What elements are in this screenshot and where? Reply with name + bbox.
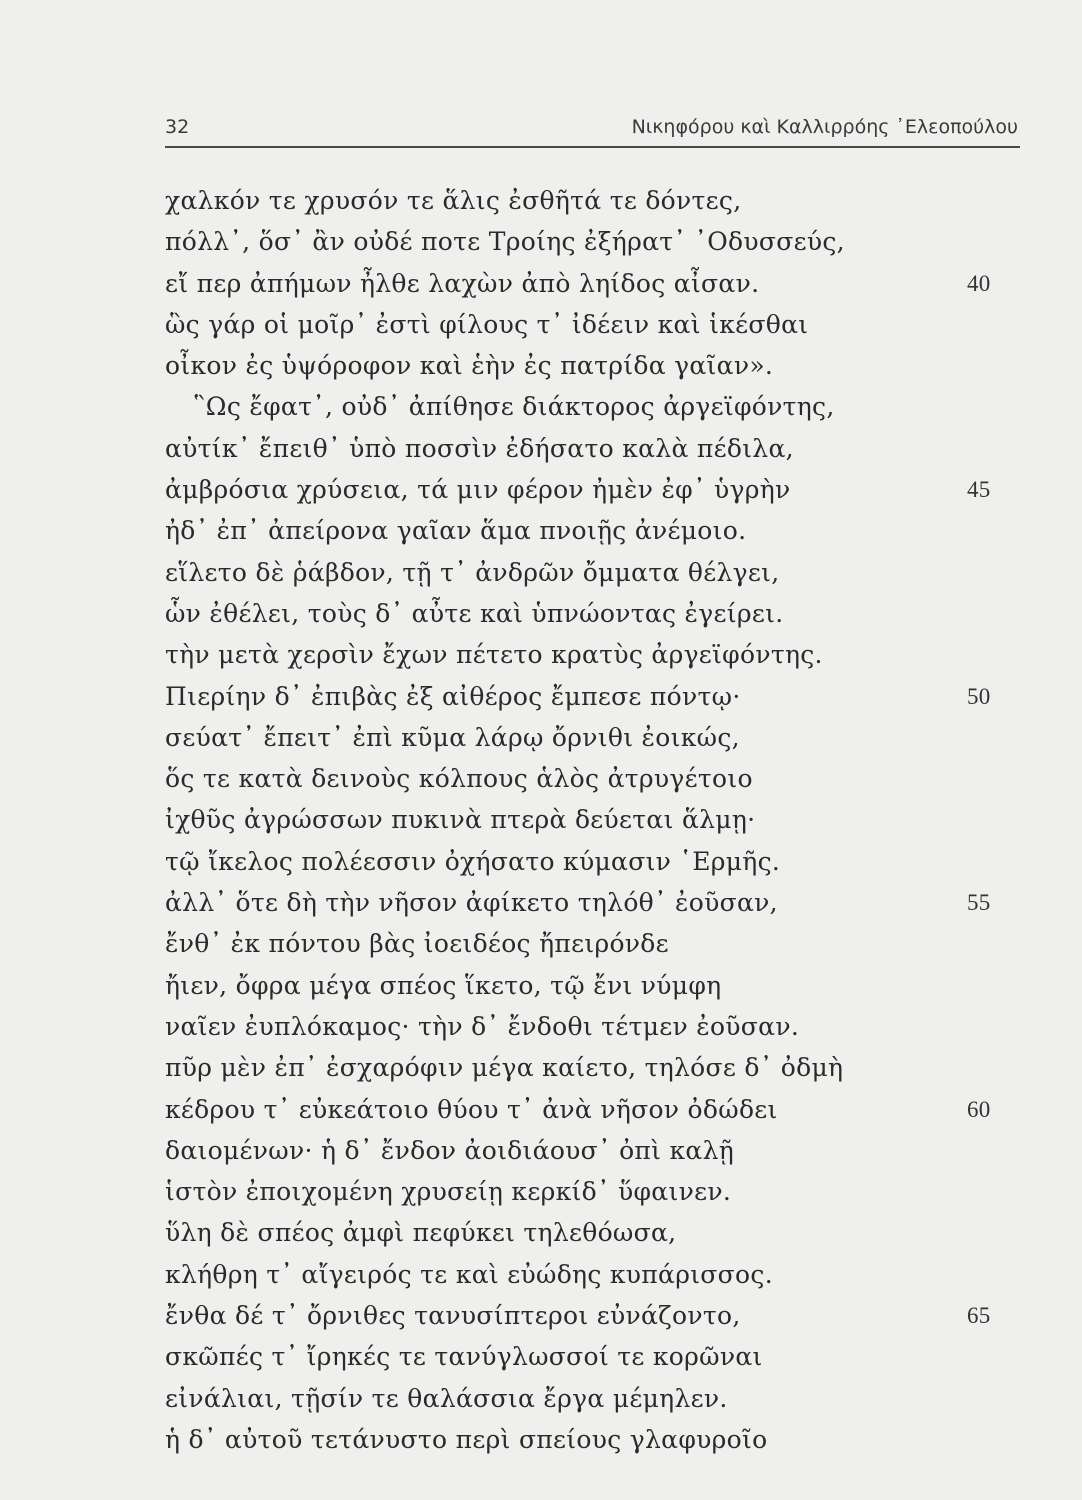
verse-line <box>165 345 965 386</box>
verse-line <box>165 965 965 1006</box>
verse-line <box>165 1419 965 1460</box>
verse-line <box>165 882 991 923</box>
verse-text: ἀμβρόσια χρύσεια, τά μιν φέρον ἠμὲν ἐφ᾿ ὑγρὴν <box>165 475 791 505</box>
verse-line <box>165 758 965 799</box>
verse-text: χαλκόν τε χρυσόν τε ἅλις ἐσθῆτά τε δόντες, <box>165 186 742 215</box>
verse-text: πόλλ᾿, ὅσ᾿ ἂν οὐδέ ποτε Τροίης ἐξήρατ᾿ ᾿Οδυσσεύς, <box>165 227 845 257</box>
verse-line <box>165 180 965 221</box>
verse-line <box>165 676 991 717</box>
verse-line <box>165 1006 965 1047</box>
verse-text: κέδρου τ᾿ εὐκεάτοιο θύου τ᾿ ἀνὰ νῆσον ὀδώδει <box>165 1094 778 1124</box>
verse-line <box>165 634 965 675</box>
verse-line <box>165 263 991 304</box>
verse-text: κλήθρη τ᾿ αἴγειρός τε καὶ εὐώδης κυπάρισσος. <box>165 1259 773 1289</box>
verse-line <box>165 717 965 758</box>
verse-line <box>165 923 965 964</box>
verse-line <box>165 1212 965 1253</box>
line-number: 60 <box>967 1096 991 1122</box>
verse-text: Πιερίην δ᾿ ἐπιβὰς ἐξ αἰθέρος ἔμπεσε πόντῳ· <box>165 681 741 711</box>
verse-text: εἴ περ ἀπήμων ἦλθε λαχὼν ἀπὸ ληίδος αἶσαν. <box>165 268 760 298</box>
verse-text: δαιομένων· ἡ δ᾿ ἔνδον ἀοιδιάουσ᾿ ὀπὶ καλῇ <box>165 1135 735 1165</box>
verse-line <box>165 1295 991 1336</box>
verse-text: ὧν ἐθέλει, τοὺς δ᾿ αὖτε καὶ ὑπνώοντας ἐγείρει. <box>165 598 784 628</box>
line-number: 55 <box>967 890 991 916</box>
running-head: Νικηφόρου καὶ Καλλιρρόης ᾿Ελεοπούλου <box>631 116 1018 138</box>
verse-text: τῷ ἴκελος πολέεσσιν ὀχήσατο κύμασιν ῾Ερμῆς. <box>165 846 781 876</box>
verse-text: οἶκον ἐς ὑψόροφον καὶ ἑὴν ἐς πατρίδα γαῖαν». <box>165 351 774 381</box>
verse-text: ἱστὸν ἐποιχομένη χρυσείῃ κερκίδ᾿ ὕφαινεν. <box>165 1177 732 1207</box>
verse-text: ὕλη δὲ σπέος ἀμφὶ πεφύκει τηλεθόωσα, <box>165 1218 677 1248</box>
verse-text: ἀλλ᾿ ὅτε δὴ τὴν νῆσον ἀφίκετο τηλόθ᾿ ἐοῦσαν, <box>165 888 778 918</box>
verse-line <box>165 1336 965 1377</box>
verse-text: αὐτίκ᾿ ἔπειθ᾿ ὑπὸ ποσσὶν ἐδήσατο καλὰ πέδιλα, <box>165 433 794 463</box>
verse-line <box>165 428 965 469</box>
verse-line <box>165 386 965 427</box>
line-number: 45 <box>967 477 991 503</box>
verse-text: ἠδ᾿ ἐπ᾿ ἀπείρονα γαῖαν ἅμα πνοιῇς ἀνέμοιο. <box>165 516 747 546</box>
verse-block <box>165 180 991 1460</box>
line-number: 40 <box>967 270 991 296</box>
page-number: 32 <box>165 116 190 138</box>
verse-line <box>165 841 965 882</box>
line-number: 65 <box>967 1303 991 1329</box>
verse-line <box>165 1171 965 1212</box>
verse-text: ἤιεν, ὄφρα μέγα σπέος ἵκετο, τῷ ἔνι νύμφη <box>165 970 722 1000</box>
verse-text: εἵλετο δὲ ῥάβδον, τῇ τ᾿ ἀνδρῶν ὄμματα θέλγει, <box>165 557 780 587</box>
verse-text: εἰνάλιαι, τῇσίν τε θαλάσσια ἔργα μέμηλεν. <box>165 1383 728 1413</box>
verse-line <box>165 469 991 510</box>
verse-line <box>165 304 965 345</box>
header-rule <box>165 146 1020 148</box>
verse-text: τὴν μετὰ χερσὶν ἔχων πέτετο κρατὺς ἀργεϊφόντης. <box>165 640 823 670</box>
verse-line <box>165 510 965 551</box>
verse-line <box>165 1089 991 1130</box>
verse-text: ἔνθα δέ τ᾿ ὄρνιθες τανυσίπτεροι εὐνάζοντο, <box>165 1301 741 1331</box>
verse-text: ναῖεν ἐυπλόκαμος· τὴν δ᾿ ἔνδοθι τέτμεν ἐοῦσαν. <box>165 1011 800 1041</box>
verse-text: ὣς γάρ οἱ μοῖρ᾿ ἐστὶ φίλους τ᾿ ἰδέειν καὶ ἱκέσθαι <box>165 309 809 339</box>
verse-line <box>165 799 965 840</box>
verse-line <box>165 593 965 634</box>
verse-text: σεύατ᾿ ἔπειτ᾿ ἐπὶ κῦμα λάρῳ ὄρνιθι ἐοικώς, <box>165 722 740 752</box>
verse-line <box>165 221 965 262</box>
line-number: 50 <box>967 683 991 709</box>
verse-line <box>165 1378 965 1419</box>
verse-line <box>165 552 965 593</box>
verse-line <box>165 1130 965 1171</box>
verse-line <box>165 1254 965 1295</box>
verse-line <box>165 1047 965 1088</box>
verse-text: ἰχθῦς ἀγρώσσων πυκινὰ πτερὰ δεύεται ἅλμῃ· <box>165 805 756 835</box>
verse-text: ῝Ως ἔφατ᾿, οὐδ᾿ ἀπίθησε διάκτορος ἀργεϊφόντης, <box>193 392 835 422</box>
verse-text: σκῶπές τ᾿ ἴρηκές τε τανύγλωσσοί τε κορῶναι <box>165 1342 763 1372</box>
verse-text: πῦρ μὲν ἐπ᾿ ἐσχαρόφιν μέγα καίετο, τηλόσε δ᾿ ὀδμὴ <box>165 1053 844 1083</box>
verse-text: ὅς τε κατὰ δεινοὺς κόλπους ἁλὸς ἀτρυγέτοιο <box>165 764 753 794</box>
verse-text: ἡ δ᾿ αὐτοῦ τετάνυστο περὶ σπείους γλαφυροῖο <box>165 1424 768 1454</box>
verse-text: ἔνθ᾿ ἐκ πόντου βὰς ἰοειδέος ἤπειρόνδε <box>165 929 669 959</box>
